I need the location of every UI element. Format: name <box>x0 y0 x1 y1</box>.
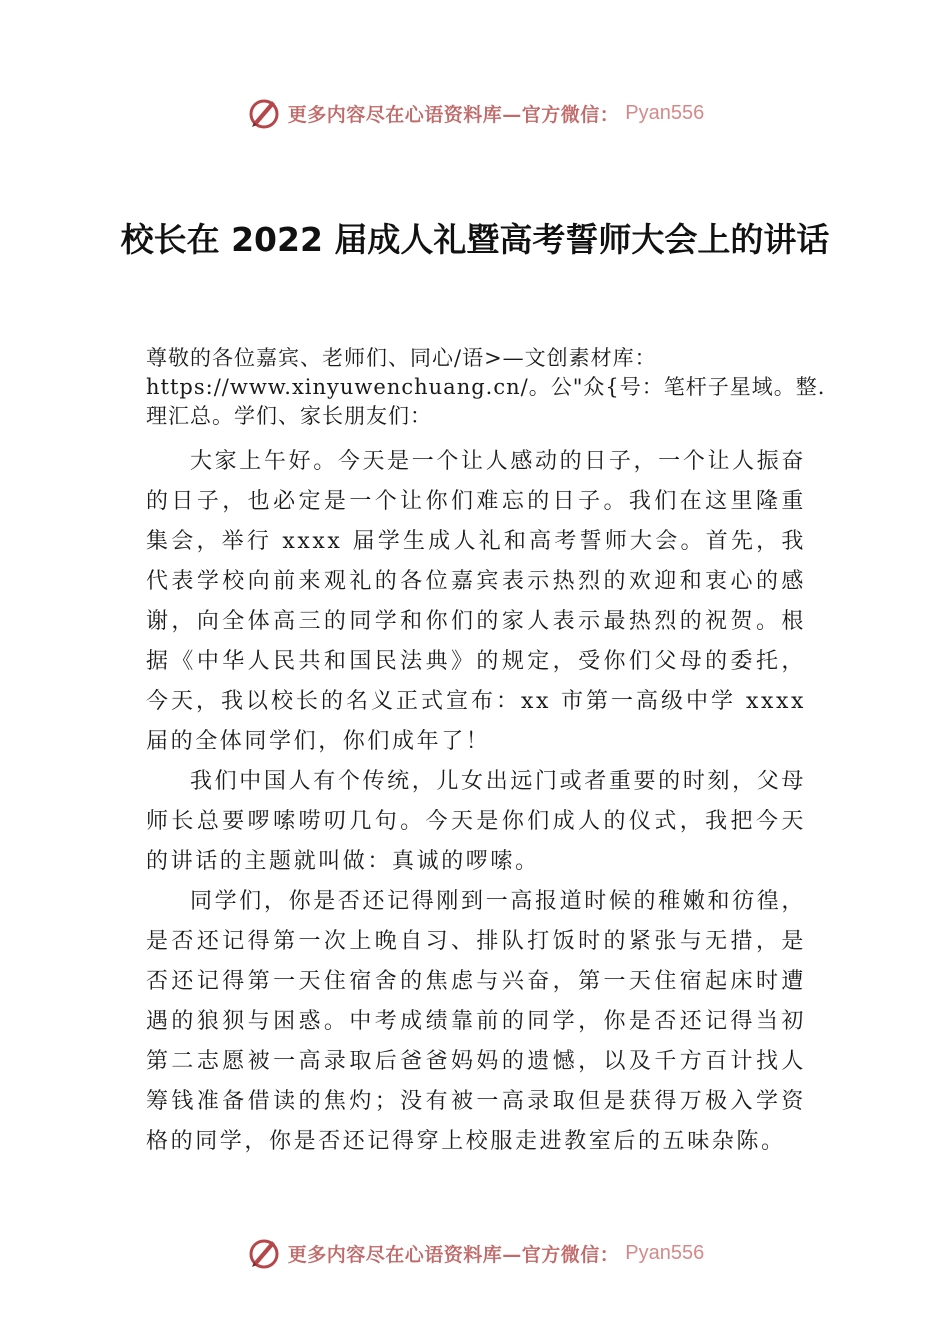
pen-circle-logo-icon <box>246 95 282 131</box>
paragraph-tradition: 我们中国人有个传统，儿女出远门或者重要的时刻，父母师长总要啰嗦唠叨几句。今天是你们成人的仪式，我把今天的讲话的主题就叫做：真诚的啰嗦。 <box>146 769 806 874</box>
banner-wechat-id: Pyan556 <box>625 1241 705 1264</box>
document-title: 校长在 2022 届成人礼暨高考誓师大会上的讲话 <box>120 220 830 259</box>
footer-banner <box>0 1233 950 1273</box>
paragraph-greeting: 大家上午好。今天是一个让人感动的日子，一个让人振奋的日子，也必定是一个让你们难忘的日子。我们在这里隆重集会，举行 xxxx 届学生成人礼和高考誓师大会。首先，我代表学校向前来观礼的各位嘉宾表示热烈的欢迎和衷心的感谢，向全体高三的同学和你们的家人表示最热烈的祝贺。根据《中华人民共和国民法典》的规定，受你们父母的委托，今天，我以校长的名义正式宣布：xx 市第一高级中学 xxxx 届的全体同学们，你们成年了！ <box>146 449 806 754</box>
banner-brand-text: 更多内容尽在心语资料库—官方微信： <box>287 103 620 126</box>
salutation: 尊敬的各位嘉宾、老师们、同心/语>—文创素材库：https://www.xinyuwenchuang.cn/。公"众{号：笔杆子星域。整.理汇总。学们、家长朋友们： <box>146 346 826 428</box>
header-banner <box>0 93 950 133</box>
body-text <box>146 442 806 1162</box>
pen-circle-logo-icon <box>246 1235 282 1271</box>
banner-brand-text: 更多内容尽在心语资料库—官方微信： <box>287 1243 620 1266</box>
paragraph-memories: 同学们，你是否还记得刚到一高报道时候的稚嫩和彷徨，是否还记得第一次上晚自习、排队打饭时的紧张与无措，是否还记得第一天住宿舍的焦虑与兴奋，第一天住宿起床时遭遇的狼狈与困惑。中考成绩靠前的同学，你是否还记得当初第二志愿被一高录取后爸爸妈妈的遗憾，以及千方百计找人筹钱准备借读的焦灼；没有被一高录取但是获得万极入学资格的同学，你是否还记得穿上校服走进教室后的五味杂陈。 <box>146 889 806 1154</box>
banner-wechat-id: Pyan556 <box>625 101 705 124</box>
